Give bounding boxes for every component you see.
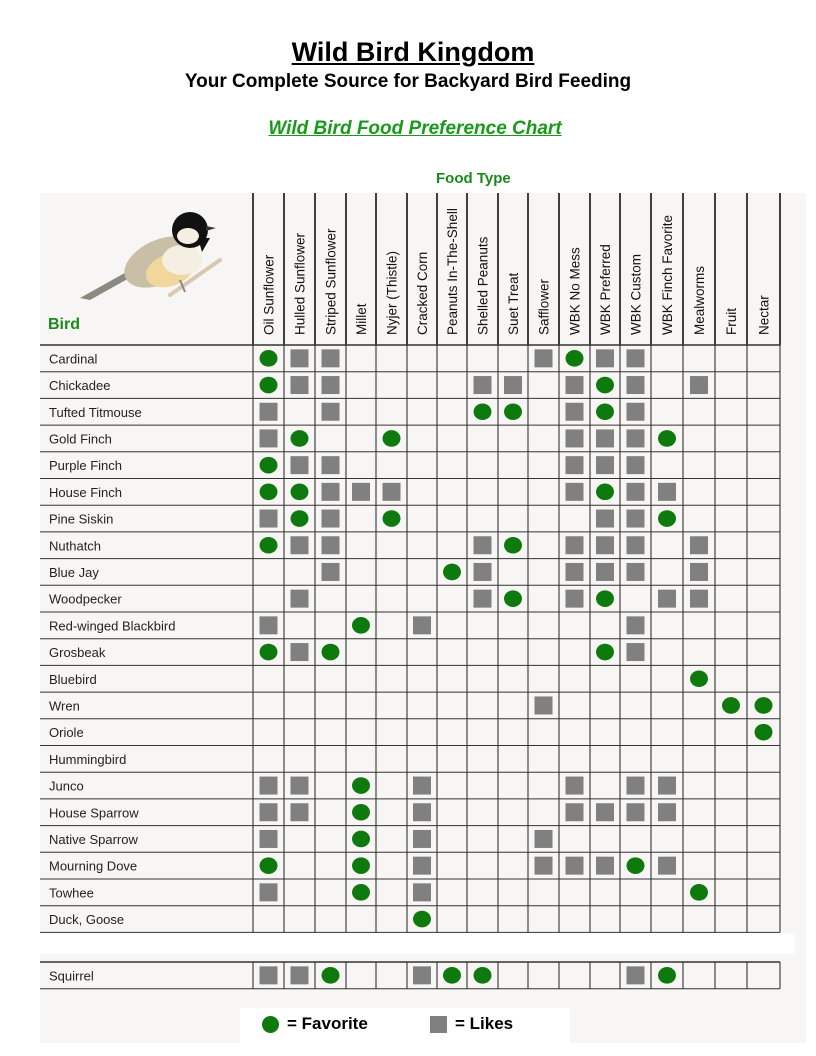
row-label-hummingbird: Hummingbird [49, 751, 127, 767]
likes-mark-mourning-dove-wbk-preferred [596, 857, 614, 875]
favorite-mark-blue-jay-peanuts-in-the-shell [443, 564, 461, 581]
legend [240, 1008, 570, 1044]
row-label-red-winged-blackbird: Red-winged Blackbird [49, 618, 176, 634]
row-label-junco: Junco [49, 778, 84, 794]
likes-mark-pine-siskin-striped-sunflower [322, 510, 340, 528]
likes-mark-tufted-titmouse-oil-sunflower [260, 403, 278, 421]
favorite-mark-chickadee-oil-sunflower [260, 377, 278, 394]
row-label-house-sparrow: House Sparrow [49, 805, 139, 821]
likes-mark-purple-finch-striped-sunflower [322, 456, 340, 474]
likes-mark-cardinal-wbk-preferred [596, 349, 614, 367]
column-header-wbk-finch-favorite: WBK Finch Favorite [660, 214, 675, 335]
row-label-bluebird: Bluebird [49, 671, 97, 687]
likes-mark-chickadee-suet-treat [504, 376, 522, 394]
likes-mark-chickadee-mealworms [690, 376, 708, 394]
likes-mark-house-finch-striped-sunflower [322, 483, 340, 501]
likes-mark-house-sparrow-hulled-sunflower [291, 803, 309, 821]
likes-square-icon [430, 1016, 447, 1033]
likes-mark-house-finch-wbk-custom [627, 483, 645, 501]
column-header-millet: Millet [354, 303, 369, 335]
column-header-hulled-sunflower: Hulled Sunflower [292, 232, 308, 335]
likes-mark-squirrel-cracked-corn [413, 966, 431, 984]
favorite-mark-cardinal-oil-sunflower [260, 350, 278, 367]
likes-mark-nuthatch-wbk-custom [627, 536, 645, 554]
favorite-mark-towhee-mealworms [690, 884, 708, 901]
brand-title: Wild Bird Kingdom [291, 37, 535, 67]
legend-likes-label: = Likes [455, 1014, 514, 1033]
favorite-mark-nuthatch-oil-sunflower [260, 537, 278, 554]
row-label-mourning-dove: Mourning Dove [49, 858, 138, 874]
likes-mark-purple-finch-hulled-sunflower [291, 456, 309, 474]
favorite-mark-house-finch-hulled-sunflower [291, 484, 309, 501]
likes-mark-red-winged-blackbird-wbk-custom [627, 616, 645, 634]
likes-mark-pine-siskin-wbk-custom [627, 510, 645, 528]
favorite-mark-mourning-dove-wbk-custom [627, 857, 645, 874]
likes-mark-woodpecker-mealworms [690, 590, 708, 608]
legend-likes [430, 1014, 513, 1034]
likes-mark-chickadee-striped-sunflower [322, 376, 340, 394]
likes-mark-house-sparrow-wbk-custom [627, 803, 645, 821]
likes-mark-pine-siskin-wbk-preferred [596, 510, 614, 528]
favorite-mark-squirrel-shelled-peanuts [474, 967, 492, 984]
likes-mark-native-sparrow-oil-sunflower [260, 830, 278, 848]
likes-mark-chickadee-shelled-peanuts [474, 376, 492, 394]
likes-mark-tufted-titmouse-wbk-custom [627, 403, 645, 421]
likes-mark-gold-finch-wbk-preferred [596, 429, 614, 447]
section-gap [40, 933, 795, 953]
row-label-grosbeak: Grosbeak [49, 645, 106, 661]
likes-mark-purple-finch-wbk-preferred [596, 456, 614, 474]
likes-mark-chickadee-wbk-custom [627, 376, 645, 394]
likes-mark-woodpecker-shelled-peanuts [474, 590, 492, 608]
favorite-mark-grosbeak-striped-sunflower [322, 644, 340, 661]
likes-mark-gold-finch-oil-sunflower [260, 429, 278, 447]
column-header-wbk-no-mess: WBK No Mess [567, 247, 583, 335]
favorite-mark-mourning-dove-oil-sunflower [260, 857, 278, 874]
favorite-mark-house-sparrow-millet [352, 804, 370, 821]
likes-mark-native-sparrow-safflower [535, 830, 553, 848]
likes-mark-cardinal-wbk-custom [627, 349, 645, 367]
likes-mark-blue-jay-striped-sunflower [322, 563, 340, 581]
food-type-label: Food Type [436, 170, 511, 187]
favorite-mark-gold-finch-nyjer-thistle [383, 430, 401, 447]
likes-mark-house-finch-wbk-finch-favorite [658, 483, 676, 501]
likes-mark-chickadee-wbk-no-mess [566, 376, 584, 394]
favorite-mark-house-finch-oil-sunflower [260, 484, 278, 501]
bird-column-header: Bird [48, 316, 80, 333]
favorite-mark-house-finch-wbk-preferred [596, 484, 614, 501]
likes-mark-nuthatch-striped-sunflower [322, 536, 340, 554]
likes-mark-house-sparrow-cracked-corn [413, 803, 431, 821]
favorite-mark-towhee-millet [352, 884, 370, 901]
row-label-native-sparrow: Native Sparrow [49, 831, 138, 847]
likes-mark-house-finch-nyjer-thistle [383, 483, 401, 501]
favorite-mark-squirrel-striped-sunflower [322, 967, 340, 984]
column-header-peanuts-in-the-shell: Peanuts In-The-Shell [445, 208, 460, 335]
favorite-mark-mourning-dove-millet [352, 857, 370, 874]
likes-mark-nuthatch-wbk-preferred [596, 536, 614, 554]
favorite-mark-wren-fruit [722, 697, 740, 714]
favorite-mark-pine-siskin-wbk-finch-favorite [658, 510, 676, 527]
likes-mark-blue-jay-mealworms [690, 563, 708, 581]
likes-mark-junco-wbk-finch-favorite [658, 777, 676, 795]
row-label-duck-goose: Duck, Goose [49, 912, 125, 928]
likes-mark-blue-jay-wbk-no-mess [566, 563, 584, 581]
likes-mark-cardinal-hulled-sunflower [291, 349, 309, 367]
favorite-mark-squirrel-peanuts-in-the-shell [443, 967, 461, 984]
likes-mark-junco-wbk-no-mess [566, 777, 584, 795]
favorite-mark-oriole-nectar [755, 724, 773, 741]
likes-mark-mourning-dove-wbk-finch-favorite [658, 857, 676, 875]
row-label-tufted-titmouse: Tufted Titmouse [49, 404, 142, 420]
favorite-mark-pine-siskin-hulled-sunflower [291, 510, 309, 527]
likes-mark-gold-finch-wbk-no-mess [566, 429, 584, 447]
row-label-woodpecker: Woodpecker [49, 591, 122, 607]
likes-mark-blue-jay-shelled-peanuts [474, 563, 492, 581]
column-header-wbk-preferred: WBK Preferred [598, 244, 613, 335]
favorite-mark-gold-finch-hulled-sunflower [291, 430, 309, 447]
likes-mark-towhee-oil-sunflower [260, 883, 278, 901]
likes-mark-house-finch-wbk-no-mess [566, 483, 584, 501]
favorite-mark-purple-finch-oil-sunflower [260, 457, 278, 474]
favorite-mark-wren-nectar [755, 697, 773, 714]
likes-mark-woodpecker-wbk-no-mess [566, 590, 584, 608]
favorite-mark-junco-millet [352, 777, 370, 794]
row-label-chickadee: Chickadee [49, 378, 111, 394]
favorite-mark-tufted-titmouse-wbk-preferred [596, 403, 614, 420]
likes-mark-wren-safflower [535, 696, 553, 714]
favorite-mark-pine-siskin-nyjer-thistle [383, 510, 401, 527]
likes-mark-tufted-titmouse-wbk-no-mess [566, 403, 584, 421]
row-label-squirrel: Squirrel [49, 968, 94, 984]
favorite-mark-cardinal-wbk-no-mess [566, 350, 584, 367]
favorite-mark-chickadee-wbk-preferred [596, 377, 614, 394]
column-header-shelled-peanuts: Shelled Peanuts [475, 236, 491, 335]
likes-mark-nuthatch-wbk-no-mess [566, 536, 584, 554]
likes-mark-gold-finch-wbk-custom [627, 429, 645, 447]
row-label-purple-finch: Purple Finch [49, 458, 122, 474]
column-header-striped-sunflower: Striped Sunflower [323, 228, 339, 335]
likes-mark-woodpecker-wbk-finch-favorite [658, 590, 676, 608]
likes-mark-squirrel-hulled-sunflower [291, 966, 309, 984]
column-header-nyjer-thistle: Nyjer (Thistle) [384, 250, 400, 335]
favorite-mark-native-sparrow-millet [352, 831, 370, 848]
likes-mark-red-winged-blackbird-cracked-corn [413, 616, 431, 634]
likes-mark-nuthatch-mealworms [690, 536, 708, 554]
likes-mark-nuthatch-hulled-sunflower [291, 536, 309, 554]
favorite-mark-squirrel-wbk-finch-favorite [658, 967, 676, 984]
likes-mark-chickadee-hulled-sunflower [291, 376, 309, 394]
favorite-mark-woodpecker-suet-treat [504, 590, 522, 607]
row-label-nuthatch: Nuthatch [49, 538, 102, 554]
likes-mark-junco-cracked-corn [413, 777, 431, 795]
column-header-safflower: Safflower [536, 278, 552, 335]
row-label-towhee: Towhee [49, 885, 94, 901]
favorite-mark-bluebird-mealworms [690, 670, 708, 687]
favorite-mark-red-winged-blackbird-millet [352, 617, 370, 634]
likes-mark-house-finch-millet [352, 483, 370, 501]
likes-mark-purple-finch-wbk-no-mess [566, 456, 584, 474]
row-label-house-finch: House Finch [49, 484, 122, 500]
favorite-mark-grosbeak-wbk-preferred [596, 644, 614, 661]
favorite-mark-gold-finch-wbk-finch-favorite [658, 430, 676, 447]
likes-mark-pine-siskin-oil-sunflower [260, 510, 278, 528]
likes-mark-mourning-dove-cracked-corn [413, 857, 431, 875]
likes-mark-blue-jay-wbk-preferred [596, 563, 614, 581]
favorite-mark-woodpecker-wbk-preferred [596, 590, 614, 607]
column-header-wbk-custom: WBK Custom [628, 253, 644, 335]
row-label-gold-finch: Gold Finch [49, 431, 112, 447]
likes-mark-towhee-cracked-corn [413, 883, 431, 901]
column-header-oil-sunflower: Oil Sunflower [261, 254, 277, 335]
column-header-mealworms: Mealworms [692, 265, 707, 335]
likes-mark-grosbeak-hulled-sunflower [291, 643, 309, 661]
row-label-pine-siskin: Pine Siskin [49, 511, 114, 527]
column-header-fruit: Fruit [724, 308, 739, 335]
likes-mark-squirrel-wbk-custom [627, 966, 645, 984]
likes-mark-tufted-titmouse-striped-sunflower [322, 403, 340, 421]
legend-favorite [262, 1014, 368, 1034]
favorite-mark-nuthatch-suet-treat [504, 537, 522, 554]
likes-mark-squirrel-oil-sunflower [260, 966, 278, 984]
favorite-mark-tufted-titmouse-suet-treat [504, 403, 522, 420]
chart-title: Wild Bird Food Preference Chart [268, 118, 562, 139]
likes-mark-mourning-dove-wbk-no-mess [566, 857, 584, 875]
likes-mark-nuthatch-shelled-peanuts [474, 536, 492, 554]
likes-mark-house-sparrow-wbk-no-mess [566, 803, 584, 821]
likes-mark-blue-jay-wbk-custom [627, 563, 645, 581]
likes-mark-mourning-dove-safflower [535, 857, 553, 875]
column-header-nectar: Nectar [756, 295, 772, 335]
tagline: Your Complete Source for Backyard Bird Feeding [184, 71, 632, 92]
favorite-mark-grosbeak-oil-sunflower [260, 644, 278, 661]
likes-mark-grosbeak-wbk-custom [627, 643, 645, 661]
likes-mark-woodpecker-hulled-sunflower [291, 590, 309, 608]
likes-mark-junco-wbk-custom [627, 777, 645, 795]
row-label-blue-jay: Blue Jay [49, 564, 99, 580]
likes-mark-house-sparrow-wbk-finch-favorite [658, 803, 676, 821]
likes-mark-red-winged-blackbird-oil-sunflower [260, 616, 278, 634]
column-header-cracked-corn: Cracked Corn [415, 251, 430, 335]
row-label-wren: Wren [49, 698, 80, 714]
favorite-mark-duck-goose-cracked-corn [413, 911, 431, 928]
favorite-mark-tufted-titmouse-shelled-peanuts [474, 403, 492, 420]
legend-favorite-label: = Favorite [287, 1014, 368, 1033]
likes-mark-native-sparrow-cracked-corn [413, 830, 431, 848]
likes-mark-junco-hulled-sunflower [291, 777, 309, 795]
likes-mark-house-sparrow-oil-sunflower [260, 803, 278, 821]
likes-mark-cardinal-safflower [535, 349, 553, 367]
likes-mark-cardinal-striped-sunflower [322, 349, 340, 367]
favorite-dot-icon [262, 1016, 279, 1033]
likes-mark-purple-finch-wbk-custom [627, 456, 645, 474]
row-label-oriole: Oriole [49, 725, 84, 741]
column-header-suet-treat: Suet Treat [506, 272, 521, 335]
likes-mark-junco-oil-sunflower [260, 777, 278, 795]
row-label-cardinal: Cardinal [49, 351, 98, 367]
likes-mark-house-sparrow-wbk-preferred [596, 803, 614, 821]
